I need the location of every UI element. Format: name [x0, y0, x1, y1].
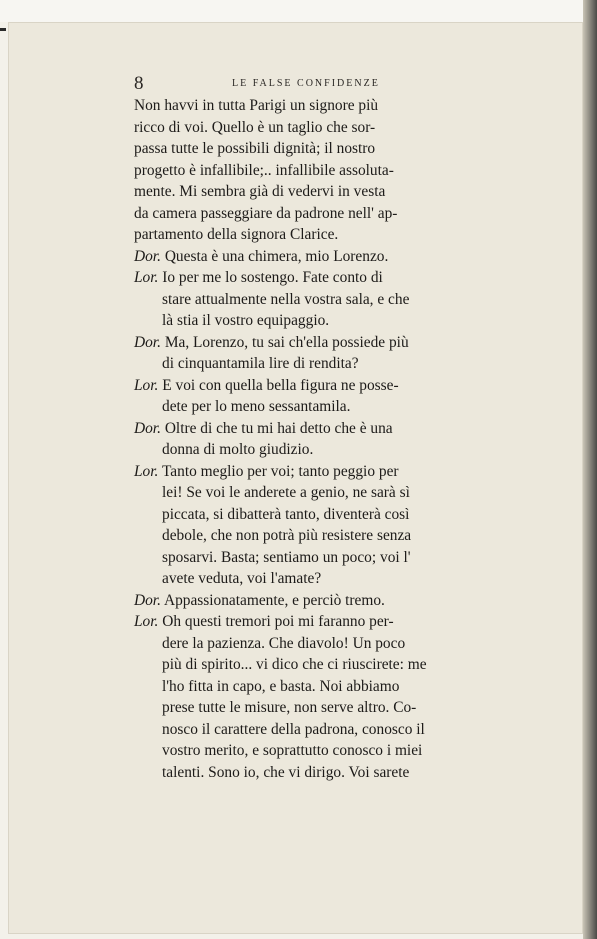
text-line	[134, 289, 529, 311]
line-text: Oltre di che tu mi hai detto che è una	[164, 419, 393, 437]
text-line	[134, 762, 529, 784]
text-line	[134, 267, 529, 289]
speaker-label: Lor.	[134, 613, 159, 630]
speaker-label: Lor.	[134, 376, 159, 394]
dialogue-paragraph	[134, 375, 529, 418]
line-text: Non havvi in tutta Parigi un signore più	[134, 97, 379, 114]
line-text: da camera passeggiare da padrone nell' ap-	[134, 204, 398, 222]
speaker-label: Dor.	[134, 333, 161, 351]
running-title: LE FALSE CONFIDENZE	[232, 78, 380, 89]
text-line	[134, 654, 529, 676]
text-line	[134, 439, 529, 461]
line-text: più di spirito... vi dico che ci riuscirete: me	[162, 656, 427, 673]
line-text: stare attualmente nella vostra sala, e che	[162, 290, 410, 308]
text-line	[134, 310, 529, 332]
line-text: vostro merito, e soprattutto conosco i miei	[162, 742, 423, 759]
line-text: E voi con quella bella figura ne posse-	[162, 376, 399, 394]
speaker-label: Dor.	[134, 419, 161, 437]
line-text: di cinquantamila lire di rendita?	[162, 355, 359, 372]
line-text: Questa è una chimera, mio Lorenzo.	[164, 247, 389, 265]
line-text: lei! Se voi le anderete a genio, ne sarà sì	[162, 484, 410, 501]
line-text: Oh questi tremori poi mi faranno per-	[162, 613, 394, 630]
text-paragraph	[134, 95, 529, 246]
speaker-label: Dor.	[134, 247, 161, 265]
text-line	[134, 525, 529, 547]
speaker-label: Lor.	[134, 462, 159, 480]
page-text	[134, 95, 529, 783]
line-text: là stia il vostro equipaggio.	[162, 312, 330, 329]
line-text: Appassionatamente, e perciò tremo.	[163, 591, 385, 609]
speaker-label: Dor.	[134, 591, 161, 609]
text-line	[134, 461, 529, 483]
line-text: mente. Mi sembra già di vedervi in vesta	[134, 183, 386, 200]
scan-right-edge	[583, 0, 597, 939]
speaker-label: Lor.	[134, 269, 159, 286]
text-line	[134, 418, 529, 440]
line-text: Tanto meglio per voi; tanto peggio per	[161, 462, 399, 480]
dialogue-paragraph	[134, 461, 529, 590]
text-line	[134, 138, 529, 160]
text-line	[134, 396, 529, 418]
text-line	[134, 568, 529, 590]
text-line	[134, 224, 529, 246]
line-text: l'ho fitta in capo, e basta. Noi abbiamo	[162, 677, 400, 695]
text-line	[134, 482, 529, 504]
text-line	[134, 590, 529, 612]
text-line	[134, 117, 529, 139]
page-number: 8	[134, 73, 144, 94]
dialogue-paragraph	[134, 332, 529, 375]
text-line	[134, 353, 529, 375]
dialogue-paragraph	[134, 611, 529, 783]
text-line	[134, 633, 529, 655]
dialogue-paragraph	[134, 267, 529, 332]
line-text: debole, che non potrà più resistere senza	[162, 527, 412, 544]
text-line	[134, 246, 529, 268]
text-line	[134, 203, 529, 225]
dialogue-paragraph	[134, 418, 529, 461]
line-text: partamento della signora Clarice.	[134, 226, 339, 243]
line-text: ricco di voi. Quello è un taglio che sor-	[134, 118, 376, 136]
line-text: dere la pazienza. Che diavolo! Un poco	[162, 634, 406, 652]
line-text: prese tutte le misure, non serve altro. Co-	[162, 699, 417, 716]
line-text: passa tutte le possibili dignità; il nostro	[134, 140, 376, 157]
text-line	[134, 611, 529, 633]
line-text: talenti. Sono io, che vi dirigo. Voi sarete	[162, 763, 410, 781]
text-line	[134, 95, 529, 117]
line-text: Io per me lo sostengo. Fate conto di	[162, 269, 383, 286]
text-line	[134, 719, 529, 741]
text-line	[134, 332, 529, 354]
scan-left-mark	[0, 28, 6, 31]
text-line	[134, 676, 529, 698]
line-text: piccata, si dibatterà tanto, diventerà così	[162, 505, 410, 523]
text-line	[134, 547, 529, 569]
text-line	[134, 504, 529, 526]
text-line	[134, 697, 529, 719]
dialogue-paragraph	[134, 590, 529, 612]
line-text: Ma, Lorenzo, tu sai ch'ella possiede più	[164, 333, 409, 351]
scan-top-margin	[0, 0, 597, 22]
line-text: nosco il carattere della padrona, conosco il	[162, 720, 425, 738]
line-text: avete veduta, voi l'amate?	[162, 570, 322, 587]
line-text: donna di molto giudizio.	[162, 441, 314, 458]
text-line	[134, 160, 529, 182]
text-line	[134, 375, 529, 397]
line-text: progetto è infallibile;.. infallibile assoluta-	[134, 161, 394, 179]
text-line	[134, 181, 529, 203]
line-text: sposarvi. Basta; sentiamo un poco; voi l'	[162, 548, 411, 566]
dialogue-paragraph	[134, 246, 529, 268]
line-text: dete per lo meno sessantamila.	[162, 398, 351, 415]
text-line	[134, 740, 529, 762]
